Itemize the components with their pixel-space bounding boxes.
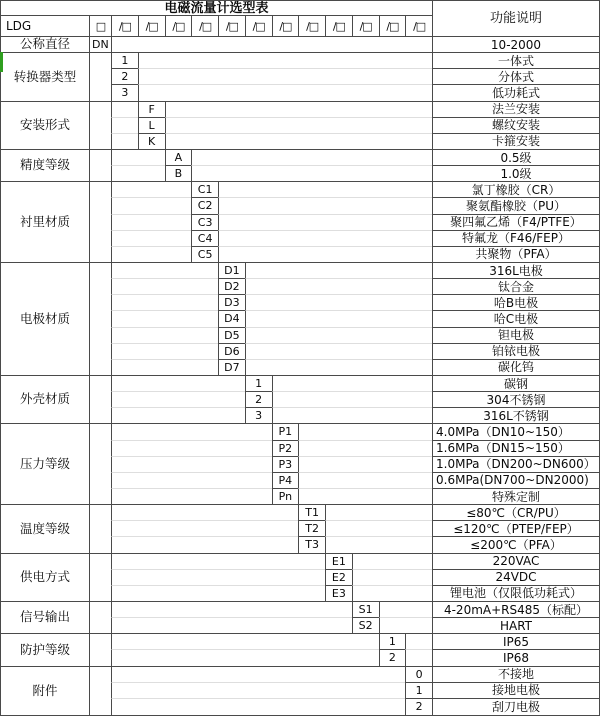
blank-cell (111, 311, 218, 327)
desc-cell: 共聚物（PFA） (432, 247, 599, 263)
blank-cell (218, 215, 432, 231)
blank-cell (379, 602, 433, 618)
blank-cell (111, 392, 245, 408)
desc-cell: ≤200℃（PFA） (432, 537, 599, 553)
code-cell: C5 (191, 247, 218, 263)
code-cell: DN (89, 37, 111, 53)
desc-cell: 1.0级 (432, 166, 599, 182)
desc-cell: 聚氨酯橡胶（PU） (432, 198, 599, 214)
blank-cell (245, 311, 432, 327)
blank-cell (138, 85, 432, 101)
desc-cell: 法兰安装 (432, 102, 599, 118)
blank-cell (111, 263, 218, 279)
blank-cell (111, 118, 138, 134)
code-cell: A (165, 150, 192, 166)
blank-cell (111, 618, 352, 634)
blank-cell (111, 489, 272, 505)
code-cell: P3 (272, 457, 299, 473)
desc-cell: 0.5级 (432, 150, 599, 166)
code-cell: 2 (379, 650, 406, 666)
desc-cell: 4.0MPa（DN10~150） (432, 424, 599, 440)
group-label: 电极材质 (1, 263, 89, 376)
code-cell: B (165, 166, 192, 182)
desc-cell: 碳钢 (432, 376, 599, 392)
desc-cell: 316L电极 (432, 263, 599, 279)
blank-cell (272, 392, 433, 408)
blank-cell (352, 586, 432, 602)
code-cell: C2 (191, 198, 218, 214)
group-label: 温度等级 (1, 505, 89, 553)
group-label: 供电方式 (1, 554, 89, 602)
desc-cell: 卡箍安装 (432, 134, 599, 150)
blank-cell (111, 150, 165, 166)
code-cell: C3 (191, 215, 218, 231)
desc-cell: 钛合金 (432, 279, 599, 295)
desc-cell: 螺纹安装 (432, 118, 599, 134)
group-label: 公称直径 (1, 37, 89, 53)
code-cell: D4 (218, 311, 245, 327)
model-box-cell: /□ (111, 16, 138, 37)
desc-cell: 氯丁橡胶（CR） (432, 182, 599, 198)
model-box-cell: /□ (379, 16, 406, 37)
group-label: 衬里材质 (1, 182, 89, 263)
dn-blank-cell (89, 505, 111, 553)
desc-cell: 1.6MPa（DN15~150） (432, 441, 599, 457)
blank-cell (165, 134, 433, 150)
blank-cell (218, 247, 432, 263)
code-cell: L (138, 118, 165, 134)
blank-cell (298, 457, 432, 473)
desc-cell: ≤80℃（CR/PU） (432, 505, 599, 521)
code-cell: F (138, 102, 165, 118)
desc-cell: ≤120℃（PTEP/FEP） (432, 521, 599, 537)
desc-cell: IP65 (432, 634, 599, 650)
desc-cell: HART (432, 618, 599, 634)
green-screen-artifact (0, 52, 3, 72)
blank-cell (111, 473, 272, 489)
desc-cell: 4-20mA+RS485（标配） (432, 602, 599, 618)
dn-blank-cell (89, 182, 111, 263)
dn-blank-cell (89, 554, 111, 602)
desc-cell: 钽电极 (432, 328, 599, 344)
blank-cell (298, 473, 432, 489)
code-cell: C1 (191, 182, 218, 198)
blank-cell (111, 247, 191, 263)
desc-cell: 1.0MPa（DN200~DN600） (432, 457, 599, 473)
blank-cell (272, 408, 433, 424)
dn-blank-cell (89, 424, 111, 505)
group-label: 安装形式 (1, 102, 89, 150)
blank-cell (325, 505, 432, 521)
model-box-cell: /□ (405, 16, 432, 37)
desc-cell: 哈C电极 (432, 311, 599, 327)
desc-cell: 一体式 (432, 53, 599, 69)
blank-cell (111, 586, 325, 602)
group-label: 精度等级 (1, 150, 89, 182)
code-cell: 2 (405, 699, 432, 715)
model-box-cell: /□ (325, 16, 352, 37)
model-prefix: LDG (1, 16, 89, 37)
code-cell: K (138, 134, 165, 150)
blank-cell (325, 521, 432, 537)
code-cell: D3 (218, 295, 245, 311)
blank-cell (218, 198, 432, 214)
blank-cell (111, 505, 298, 521)
code-cell: 3 (111, 85, 138, 101)
desc-cell: 0.6MPa(DN700~DN2000) (432, 473, 599, 489)
code-cell: 2 (111, 69, 138, 85)
code-cell: S2 (352, 618, 379, 634)
desc-cell: 304不锈钢 (432, 392, 599, 408)
function-column-header: 功能说明 (432, 1, 599, 37)
blank-cell (111, 554, 325, 570)
blank-cell (245, 344, 432, 360)
code-cell: 2 (245, 392, 272, 408)
blank-cell (111, 166, 165, 182)
desc-cell: 锂电池（仅限低功耗式） (432, 586, 599, 602)
desc-cell: 24VDC (432, 570, 599, 586)
desc-cell: 低功耗式 (432, 85, 599, 101)
blank-cell (111, 360, 218, 376)
desc-cell: 特殊定制 (432, 489, 599, 505)
blank-cell (218, 182, 432, 198)
model-box-cell: /□ (191, 16, 218, 37)
blank-cell (138, 69, 432, 85)
blank-cell (111, 602, 352, 618)
blank-cell (405, 650, 432, 666)
blank-cell (298, 441, 432, 457)
blank-cell (111, 328, 218, 344)
model-box-cell: /□ (245, 16, 272, 37)
blank-cell (111, 441, 272, 457)
blank-cell (379, 618, 433, 634)
blank-cell (298, 424, 432, 440)
blank-cell (111, 650, 379, 666)
table-title: 电磁流量计选型表 (1, 1, 432, 16)
blank-cell (111, 408, 245, 424)
dn-blank-cell (89, 263, 111, 376)
blank-cell (111, 279, 218, 295)
code-cell: D7 (218, 360, 245, 376)
blank-cell (111, 457, 272, 473)
dn-blank-cell (89, 150, 111, 182)
blank-cell (352, 554, 432, 570)
blank-cell (111, 570, 325, 586)
blank-cell (111, 295, 218, 311)
group-label: 防护等级 (1, 634, 89, 666)
blank-cell (111, 634, 379, 650)
model-box-cell: □ (89, 16, 111, 37)
desc-cell: 316L不锈钢 (432, 408, 599, 424)
blank-cell (111, 537, 298, 553)
blank-cell (191, 166, 432, 182)
blank-cell (245, 328, 432, 344)
blank-cell (111, 134, 138, 150)
desc-cell: IP68 (432, 650, 599, 666)
code-cell: T3 (298, 537, 325, 553)
model-box-cell: /□ (272, 16, 299, 37)
code-cell: C4 (191, 231, 218, 247)
code-cell: E2 (325, 570, 352, 586)
code-cell: 1 (245, 376, 272, 392)
model-box-cell: /□ (218, 16, 245, 37)
code-cell: P4 (272, 473, 299, 489)
blank-cell (111, 182, 191, 198)
desc-cell: 铂铱电极 (432, 344, 599, 360)
blank-cell (325, 537, 432, 553)
blank-cell (218, 231, 432, 247)
blank-cell (111, 215, 191, 231)
blank-cell (111, 231, 191, 247)
group-label: 信号输出 (1, 602, 89, 634)
blank-cell (111, 37, 432, 53)
blank-cell (111, 198, 191, 214)
code-cell: D1 (218, 263, 245, 279)
group-label: 外壳材质 (1, 376, 89, 424)
code-cell: P1 (272, 424, 299, 440)
group-label: 附件 (32, 682, 58, 698)
dn-blank-cell (89, 602, 111, 634)
model-box-cell: /□ (298, 16, 325, 37)
desc-cell: 不接地 (432, 667, 599, 683)
code-cell: D2 (218, 279, 245, 295)
code-cell: 1 (379, 634, 406, 650)
blank-cell (245, 279, 432, 295)
group-label: 压力等级 (1, 424, 89, 505)
code-cell: D5 (218, 328, 245, 344)
model-box-cell: /□ (352, 16, 379, 37)
group-label: 转换器类型 (1, 53, 89, 101)
blank-cell (111, 102, 138, 118)
desc-cell: 聚四氟乙烯（F4/PTFE） (432, 215, 599, 231)
code-cell: 1 (405, 683, 432, 699)
blank-cell (245, 263, 432, 279)
code-cell: 3 (245, 408, 272, 424)
dn-blank-cell (89, 102, 111, 150)
desc-cell: 刮刀电极 (432, 699, 599, 715)
blank-cell (111, 344, 218, 360)
blank-cell (111, 521, 298, 537)
code-cell: 1 (111, 53, 138, 69)
blank-cell (111, 699, 405, 715)
blank-cell (245, 295, 432, 311)
desc-cell: 哈B电极 (432, 295, 599, 311)
desc-cell: 特氟龙（F46/FEP） (432, 231, 599, 247)
desc-cell: 分体式 (432, 69, 599, 85)
blank-cell (352, 570, 432, 586)
dn-blank-cell (89, 667, 111, 715)
blank-cell (405, 634, 432, 650)
blank-cell (111, 667, 405, 683)
desc-cell: 220VAC (432, 554, 599, 570)
code-cell: T2 (298, 521, 325, 537)
desc-cell: 10-2000 (432, 37, 599, 53)
blank-cell (165, 118, 433, 134)
code-cell: Pn (272, 489, 299, 505)
blank-cell (191, 150, 432, 166)
blank-cell (111, 376, 245, 392)
code-cell: S1 (352, 602, 379, 618)
blank-cell (138, 53, 432, 69)
desc-cell: 碳化钨 (432, 360, 599, 376)
code-cell: D6 (218, 344, 245, 360)
blank-cell (165, 102, 433, 118)
dn-blank-cell (89, 376, 111, 424)
code-cell: P2 (272, 441, 299, 457)
blank-cell (298, 489, 432, 505)
desc-cell: 接地电极 (432, 683, 599, 699)
code-cell: E1 (325, 554, 352, 570)
dn-blank-cell (89, 53, 111, 101)
blank-cell (272, 376, 433, 392)
blank-cell (111, 683, 405, 699)
model-box-cell: /□ (165, 16, 192, 37)
code-cell: E3 (325, 586, 352, 602)
code-cell: T1 (298, 505, 325, 521)
code-cell: 0 (405, 667, 432, 683)
model-box-cell: /□ (138, 16, 165, 37)
blank-cell (111, 424, 272, 440)
dn-blank-cell (89, 634, 111, 666)
blank-cell (245, 360, 432, 376)
